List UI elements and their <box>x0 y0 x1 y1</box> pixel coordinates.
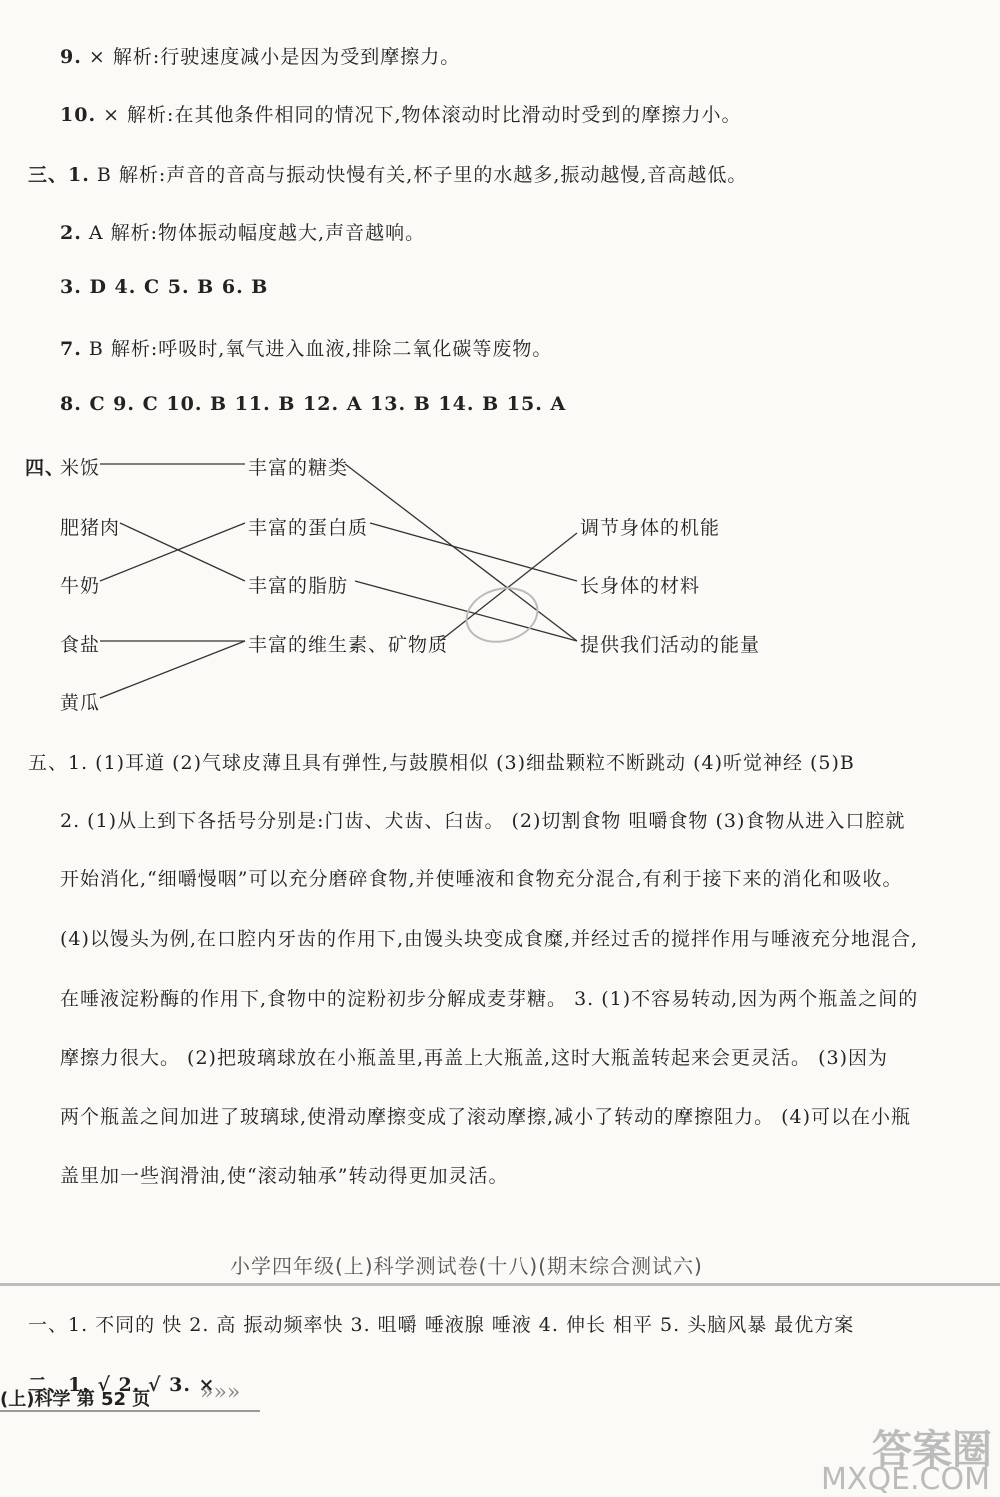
nutrient-sugars: 丰富的糖类 <box>248 457 349 479</box>
section5-line-2: 2. (1)从上到下各括号分别是:门齿、犬齿、臼齿。 (2)切割食物 咀嚼食物 (3)食物从进入口腔就 <box>60 810 906 832</box>
function-regulate: 调节身体的机能 <box>580 517 721 539</box>
section3-answer-2: 2. A 解析:物体振动幅度越大,声音越响。 <box>60 222 426 244</box>
answer-9: 9. × 解析:行驶速度减小是因为受到摩擦力。 <box>60 46 461 68</box>
section5-line-6: 摩擦力很大。 (2)把玻璃球放在小瓶盖里,再盖上大瓶盖,这时大瓶盖转起来会更灵活。 (3)因为 <box>60 1047 888 1069</box>
section5-line-5: 在唾液淀粉酶的作用下,食物中的淀粉初步分解成麦芽糖。 3. (1)不容易转动,因为两个瓶盖之间的 <box>60 988 919 1010</box>
section3-answers-3-6: 3. D 4. C 5. B 6. B <box>60 276 269 298</box>
watermark-logo: 答案圈 <box>872 1427 992 1473</box>
food-rice: 米饭 <box>60 457 101 479</box>
answer-10: 10. × 解析:在其他条件相同的情况下,物体滚动时比滑动时受到的摩擦力小。 <box>60 104 742 126</box>
function-growth: 长身体的材料 <box>580 575 701 597</box>
food-salt: 食盐 <box>60 634 101 656</box>
food-cucumber: 黄瓜 <box>60 692 101 714</box>
section4-label: 四、 <box>25 457 66 479</box>
part2-section2: 二、1. √ 2. √ 3. × <box>28 1374 216 1396</box>
section3-answer-7: 7. B 解析:呼吸时,氧气进入血液,排除二氧化碳等废物。 <box>60 338 553 360</box>
section5-line-3: 开始消化,“细嚼慢咽”可以充分磨碎食物,并使唾液和食物充分混合,有利于接下来的消化和吸收。 <box>60 868 903 890</box>
section5-line-1: 五、1. (1)耳道 (2)气球皮薄且具有弹性,与鼓膜相似 (3)细盐颗粒不断跳动 (4)听觉神经 (5)B <box>28 752 855 774</box>
part2-section1: 一、1. 不同的 快 2. 高 振动频率快 3. 咀嚼 唾液腺 唾液 4. 伸长 相平 5. 头脑风暴 最优方案 <box>28 1314 855 1336</box>
function-energy: 提供我们活动的能量 <box>580 634 761 656</box>
nutrient-fat: 丰富的脂肪 <box>248 575 349 597</box>
title-divider <box>0 1283 1000 1286</box>
food-fatty-pork: 肥猪肉 <box>60 517 121 539</box>
nutrient-vitamins-minerals: 丰富的维生素、矿物质 <box>248 634 449 656</box>
test-title: 小学四年级(上)科学测试卷(十八)(期末综合测试六) <box>230 1254 703 1278</box>
footer-divider <box>0 1410 260 1412</box>
section5-line-8: 盖里加一些润滑油,使“滚动轴承”转动得更加灵活。 <box>60 1165 509 1187</box>
section3-answers-8-15: 8. C 9. C 10. B 11. B 12. A 13. B 14. B 15. A <box>60 393 567 415</box>
nutrient-protein: 丰富的蛋白质 <box>248 517 369 539</box>
link-milk-protein <box>100 523 245 581</box>
link-cucumber-vitamins <box>100 641 245 698</box>
link-sugars-energy <box>345 464 577 641</box>
link-pork-fat <box>120 523 245 581</box>
page-footer: (上)科学 第 52 页 <box>0 1389 151 1410</box>
section5-line-7: 两个瓶盖之间加进了玻璃球,使滑动摩擦变成了滚动摩擦,减小了转动的摩擦阻力。 (4)可以在小瓶 <box>60 1106 912 1128</box>
food-milk: 牛奶 <box>60 575 101 597</box>
link-protein-growth <box>370 523 577 581</box>
section3-answer-1: 三、1. B 解析:声音的音高与振动快慢有关,杯子里的水越多,振动越慢,音高越低。 <box>28 164 748 186</box>
arrow-decoration-icon: »»» <box>200 1380 241 1405</box>
watermark-url: MXQE.COM <box>821 1462 990 1497</box>
section5-line-4: (4)以馒头为例,在口腔内牙齿的作用下,由馒头块变成食糜,并经过舌的搅拌作用与唾液充分地混合, <box>60 928 919 950</box>
